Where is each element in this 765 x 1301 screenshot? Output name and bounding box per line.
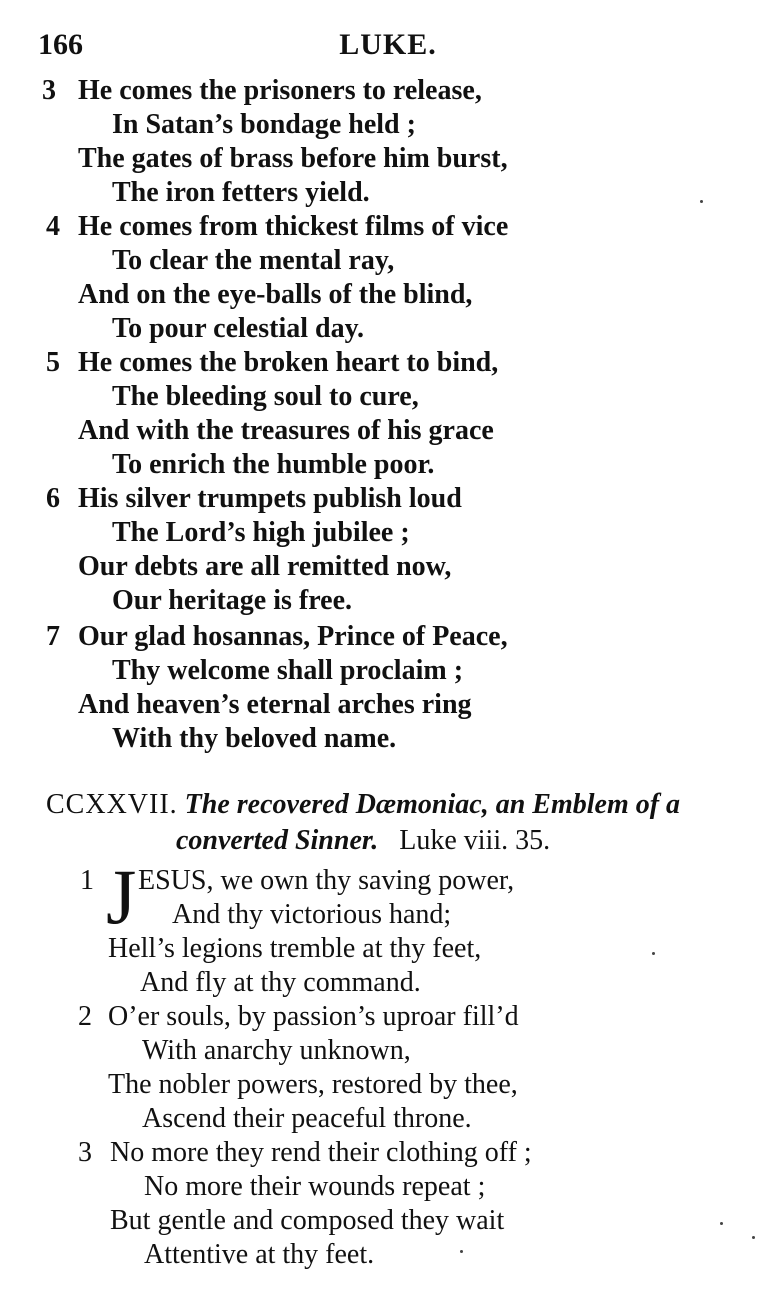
- verse-line: And with the treasures of his grace: [78, 415, 494, 446]
- verse-line: With thy beloved name.: [112, 723, 397, 754]
- print-speck: [752, 1236, 755, 1239]
- stanza-5: [46, 346, 499, 482]
- stanza-4: [46, 210, 509, 346]
- verse-line: The bleeding soul to cure,: [112, 381, 419, 412]
- verse-line: He comes from thickest films of vice: [78, 211, 509, 242]
- verse-line: The iron fetters yield.: [112, 177, 370, 208]
- first-word-rest: ESUS,: [138, 865, 214, 896]
- stanza-3: [42, 74, 508, 210]
- verse-line: Our glad hosannas, Prince of Peace,: [78, 621, 508, 652]
- verse-line: But gentle and composed they wait: [110, 1205, 505, 1236]
- stanza-number: 3: [42, 75, 56, 106]
- stanza-3: [78, 1136, 532, 1272]
- verse-line: No more they rend their clothing off ;: [110, 1137, 532, 1168]
- verse-line: Ascend their peaceful throne.: [142, 1103, 472, 1134]
- stanza-number: 3: [78, 1137, 92, 1168]
- hymn-title-continued: converted Sinner.: [176, 825, 379, 856]
- stanza-1: [80, 853, 515, 1000]
- hymn-heading: [46, 787, 765, 859]
- stanza-7: [46, 620, 508, 756]
- verse-line: The nobler powers, restored by thee,: [108, 1069, 518, 1100]
- verse-line: No more their wounds repeat ;: [144, 1171, 486, 1202]
- verse-line: Our debts are all remitted now,: [78, 551, 452, 582]
- verse-line: He comes the prisoners to release,: [78, 75, 482, 106]
- stanza-6: [46, 482, 462, 618]
- verse-line: To clear the mental ray,: [112, 245, 395, 276]
- verse-line: In Satan’s bondage held ;: [112, 109, 416, 140]
- verse-line: To pour celestial day.: [112, 313, 365, 344]
- verse-line: Our heritage is free.: [112, 585, 353, 616]
- page-header: [38, 28, 738, 68]
- stanza-number: 6: [46, 483, 60, 514]
- verse-line: To enrich the humble poor.: [112, 449, 435, 480]
- verse-line: O’er souls, by passion’s uproar fill’d: [108, 1001, 519, 1032]
- verse-line: [106, 864, 514, 898]
- stanza-number: 2: [78, 1001, 92, 1032]
- verse-line: Thy welcome shall proclaim ;: [112, 655, 464, 686]
- print-speck: [652, 952, 655, 955]
- stanza-number: 4: [46, 211, 60, 242]
- stanza-2: [78, 1000, 519, 1136]
- verse-line: The Lord’s high jubilee ;: [112, 517, 410, 548]
- verse-line: Attentive at thy feet.: [144, 1239, 375, 1270]
- verse-line: He comes the broken heart to bind,: [78, 347, 499, 378]
- scripture-reference: Luke viii. 35.: [399, 825, 551, 856]
- verse-line: Hell’s legions tremble at thy feet,: [108, 933, 482, 964]
- verse-line: With anarchy unknown,: [142, 1035, 411, 1066]
- verse-line: And thy victorious hand;: [172, 899, 452, 930]
- hymn-number: CCXXVII.: [46, 789, 178, 820]
- verse-line: The gates of brass before him burst,: [78, 143, 508, 174]
- stanza-number: 5: [46, 347, 60, 378]
- hymn-title: The recovered Dæmoniac, an Emblem of a: [184, 789, 681, 820]
- page-number: 166: [38, 28, 83, 61]
- print-speck: [460, 1250, 463, 1253]
- verse-line-text: we own thy saving power,: [213, 865, 515, 896]
- stanza-number: 7: [46, 621, 60, 652]
- verse-line: And fly at thy command.: [140, 967, 421, 998]
- verse-line: His silver trumpets publish loud: [78, 483, 462, 514]
- print-speck: [720, 1222, 723, 1225]
- verse-line: And on the eye-balls of the blind,: [78, 279, 473, 310]
- print-speck: [700, 200, 703, 203]
- stanza-number: 1: [80, 865, 94, 896]
- drop-cap: J: [106, 853, 137, 940]
- running-title: LUKE.: [339, 28, 437, 61]
- verse-line: And heaven’s eternal arches ring: [78, 689, 472, 720]
